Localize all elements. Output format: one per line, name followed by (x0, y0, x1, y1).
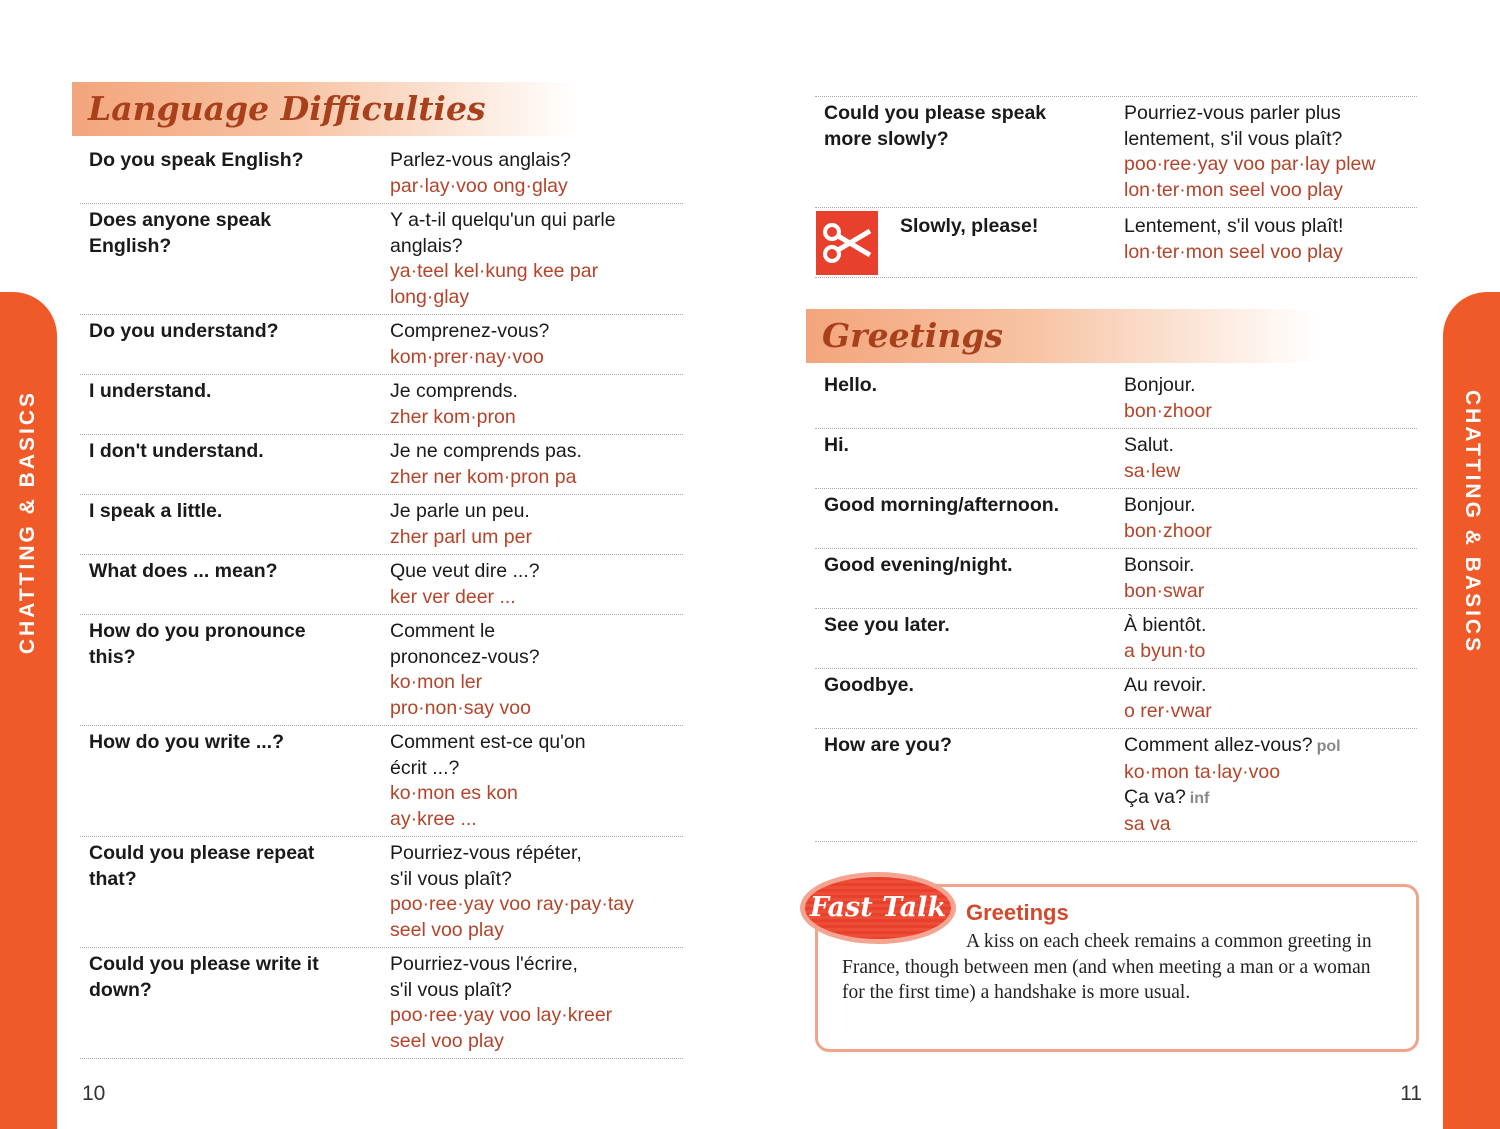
english-phrase (80, 619, 390, 721)
fast-talk-body: A kiss on each cheek remains a common greeting in France, though between men (and when meeting a man or a woman for the first time) a handshake is more usual. (842, 931, 1372, 1003)
fast-talk-badge: Fast Talk (800, 872, 956, 944)
english-phrase (80, 499, 390, 550)
pronunciation-line: poo·ree·yay voo lay·kreer (390, 1004, 613, 1026)
french-translation (1124, 553, 1204, 604)
phrase-row (80, 837, 683, 948)
phrase-row (815, 729, 1417, 842)
french-translation (1124, 733, 1341, 837)
pronunciation-line: lon·ter·mon seel voo play (1124, 178, 1343, 201)
french-line: lentement, s'il vous plaît? (1124, 127, 1343, 150)
french-line: Pourriez-vous répéter, (390, 842, 582, 864)
pronunciation-line: o rer·vwar (1124, 699, 1212, 722)
phrase-row (815, 369, 1417, 429)
french-line: prononcez-vous? (390, 645, 540, 668)
french-line: Bonjour. (1124, 374, 1196, 396)
french-line: s'il vous plaît? (390, 867, 512, 890)
french-translation (1124, 493, 1212, 544)
english-line: Goodbye. (824, 674, 914, 696)
english-phrase (80, 208, 390, 310)
french-line: Y a-t-il quelqu'un qui parle (390, 209, 616, 231)
english-line: I speak a little. (89, 500, 223, 522)
french-line: Comment allez-vous? pol (1124, 734, 1341, 756)
phrase-table-language-difficulties (80, 144, 683, 1059)
french-line: À bientôt. (1124, 614, 1207, 636)
english-phrase (80, 319, 390, 370)
pronunciation-line: a byun·to (1124, 639, 1206, 662)
pronunciation-line: bon·zhoor (1124, 519, 1212, 542)
english-line: See you later. (824, 614, 950, 636)
english-line: Could you please speak (824, 102, 1047, 124)
pronunciation-line: ker ver deer ... (390, 585, 516, 608)
phrase-row (80, 435, 683, 495)
phrase-table-continued (815, 96, 1417, 278)
page-number-right: 11 (1400, 1082, 1422, 1105)
french-translation (1124, 673, 1212, 724)
english-line: this? (89, 645, 136, 668)
french-translation (390, 559, 540, 610)
side-tab-label: CHATTING & BASICS (16, 390, 39, 655)
english-phrase (815, 673, 1124, 724)
french-translation (390, 499, 532, 550)
phrase-row (815, 489, 1417, 549)
french-translation (390, 208, 616, 310)
phrase-row (815, 97, 1417, 208)
french-line: Comment le (390, 620, 496, 642)
phrase-row (80, 555, 683, 615)
english-line: How do you write ...? (89, 731, 284, 753)
section-heading-greetings: Greetings (806, 309, 1316, 363)
french-line: Parlez-vous anglais? (390, 149, 572, 171)
english-phrase (815, 373, 1124, 424)
pronunciation-line: bon·zhoor (1124, 399, 1212, 422)
pronunciation-line: ko·mon ler (390, 671, 483, 693)
french-line: Lentement, s'il vous plaît! (1124, 215, 1344, 237)
french-line: Comment est-ce qu'on (390, 731, 586, 753)
page-number-left: 10 (82, 1082, 106, 1105)
french-translation (390, 439, 582, 490)
french-translation (1124, 101, 1375, 203)
english-phrase (80, 730, 390, 832)
pronunciation-line: ya·teel kel·kung kee par (390, 260, 599, 282)
english-line: that? (89, 867, 137, 890)
english-line: I understand. (89, 380, 212, 402)
phrase-row (80, 948, 683, 1059)
english-line: Does anyone speak (89, 209, 272, 231)
french-line: écrit ...? (390, 756, 460, 779)
english-line: How do you pronounce (89, 620, 306, 642)
pronunciation-line: sa va (1124, 812, 1171, 835)
english-phrase (815, 553, 1124, 604)
phrase-row (80, 726, 683, 837)
french-translation (1124, 373, 1212, 424)
pronunciation-line: kom·prer·nay·voo (390, 345, 544, 368)
pronunciation-line: zher ner kom·pron pa (390, 465, 577, 488)
french-translation (390, 619, 540, 721)
pronunciation-line: zher kom·pron (390, 405, 516, 428)
phrase-row (80, 495, 683, 555)
english-phrase (80, 841, 390, 943)
side-tab-label: CHATTING & BASICS (1461, 390, 1484, 655)
english-line: Could you please write it (89, 953, 319, 975)
english-phrase (815, 214, 1124, 275)
english-line: Do you speak English? (89, 149, 304, 171)
english-line: English? (89, 234, 172, 257)
pronunciation-line: poo·ree·yay voo par·lay plew (1124, 153, 1376, 175)
english-phrase (815, 733, 1124, 837)
french-line: Bonjour. (1124, 494, 1196, 516)
french-line: Je parle un peu. (390, 500, 530, 522)
phrase-row (815, 669, 1417, 729)
english-line: more slowly? (824, 127, 949, 150)
english-line: How are you? (824, 734, 952, 756)
french-translation (390, 730, 586, 832)
french-translation (1124, 613, 1206, 664)
phrase-row (815, 549, 1417, 609)
french-line: Ça va? inf (1124, 786, 1210, 808)
pronunciation-line: lon·ter·mon seel voo play (1124, 240, 1343, 263)
french-translation (390, 379, 518, 430)
phrase-table-greetings (815, 369, 1417, 842)
english-line: Could you please repeat (89, 842, 315, 864)
french-translation (390, 148, 571, 199)
french-translation (390, 319, 549, 370)
pronunciation-line: ay·kree ... (390, 807, 477, 830)
french-line: Que veut dire ...? (390, 560, 540, 582)
pronunciation-line: sa·lew (1124, 459, 1181, 482)
english-phrase (815, 433, 1124, 484)
register-tag: inf (1189, 790, 1210, 807)
english-line: What does ... mean? (89, 560, 278, 582)
english-line: Slowly, please! (900, 215, 1039, 237)
french-line: Pourriez-vous l'écrire, (390, 953, 578, 975)
english-line: Hello. (824, 374, 878, 396)
fast-talk-title: Greetings (966, 900, 1069, 925)
french-line: Pourriez-vous parler plus (1124, 102, 1341, 124)
pronunciation-line: poo·ree·yay voo ray·pay·tay (390, 893, 634, 915)
pronunciation-line: pro·non·say voo (390, 696, 531, 719)
english-phrase (815, 493, 1124, 544)
french-translation (390, 841, 634, 943)
french-line: Au revoir. (1124, 674, 1207, 696)
french-translation (1124, 214, 1343, 275)
phrase-row (80, 375, 683, 435)
english-phrase (80, 952, 390, 1054)
english-line: Hi. (824, 434, 849, 456)
pronunciation-line: seel voo play (390, 918, 504, 941)
english-phrase (815, 101, 1124, 203)
french-line: s'il vous plaît? (390, 978, 512, 1001)
phrase-row (80, 315, 683, 375)
phrase-row (815, 429, 1417, 489)
pronunciation-line: ko·mon ta·lay·voo (1124, 760, 1281, 783)
phrase-row (815, 609, 1417, 669)
english-phrase (815, 613, 1124, 664)
french-line: Bonsoir. (1124, 554, 1195, 576)
pronunciation-line: seel voo play (390, 1029, 504, 1052)
french-line: anglais? (390, 234, 463, 257)
phrase-row (815, 208, 1417, 278)
french-line: Je comprends. (390, 380, 518, 402)
french-line: Comprenez-vous? (390, 320, 550, 342)
pronunciation-line: zher parl um per (390, 525, 532, 548)
english-line: Good evening/night. (824, 554, 1013, 576)
english-line: Good morning/afternoon. (824, 494, 1060, 516)
english-line: Do you understand? (89, 320, 279, 342)
french-translation (390, 952, 612, 1054)
phrase-row (80, 204, 683, 315)
pronunciation-line: bon·swar (1124, 579, 1205, 602)
french-line: Je ne comprends pas. (390, 440, 582, 462)
pronunciation-line: long·glay (390, 285, 470, 308)
english-line: down? (89, 978, 152, 1001)
register-tag: pol (1316, 738, 1341, 755)
french-translation (1124, 433, 1180, 484)
pronunciation-line: par·lay·voo ong·glay (390, 174, 568, 197)
english-phrase (80, 439, 390, 490)
french-line: Salut. (1124, 434, 1174, 456)
scissors-icon (816, 211, 878, 275)
english-phrase (80, 559, 390, 610)
section-heading-language-difficulties: Language Difficulties (72, 82, 577, 136)
english-line: I don't understand. (89, 440, 264, 462)
phrase-row (80, 144, 683, 204)
english-phrase (80, 148, 390, 199)
phrase-row (80, 615, 683, 726)
english-phrase (80, 379, 390, 430)
pronunciation-line: ko·mon es kon (390, 782, 518, 804)
